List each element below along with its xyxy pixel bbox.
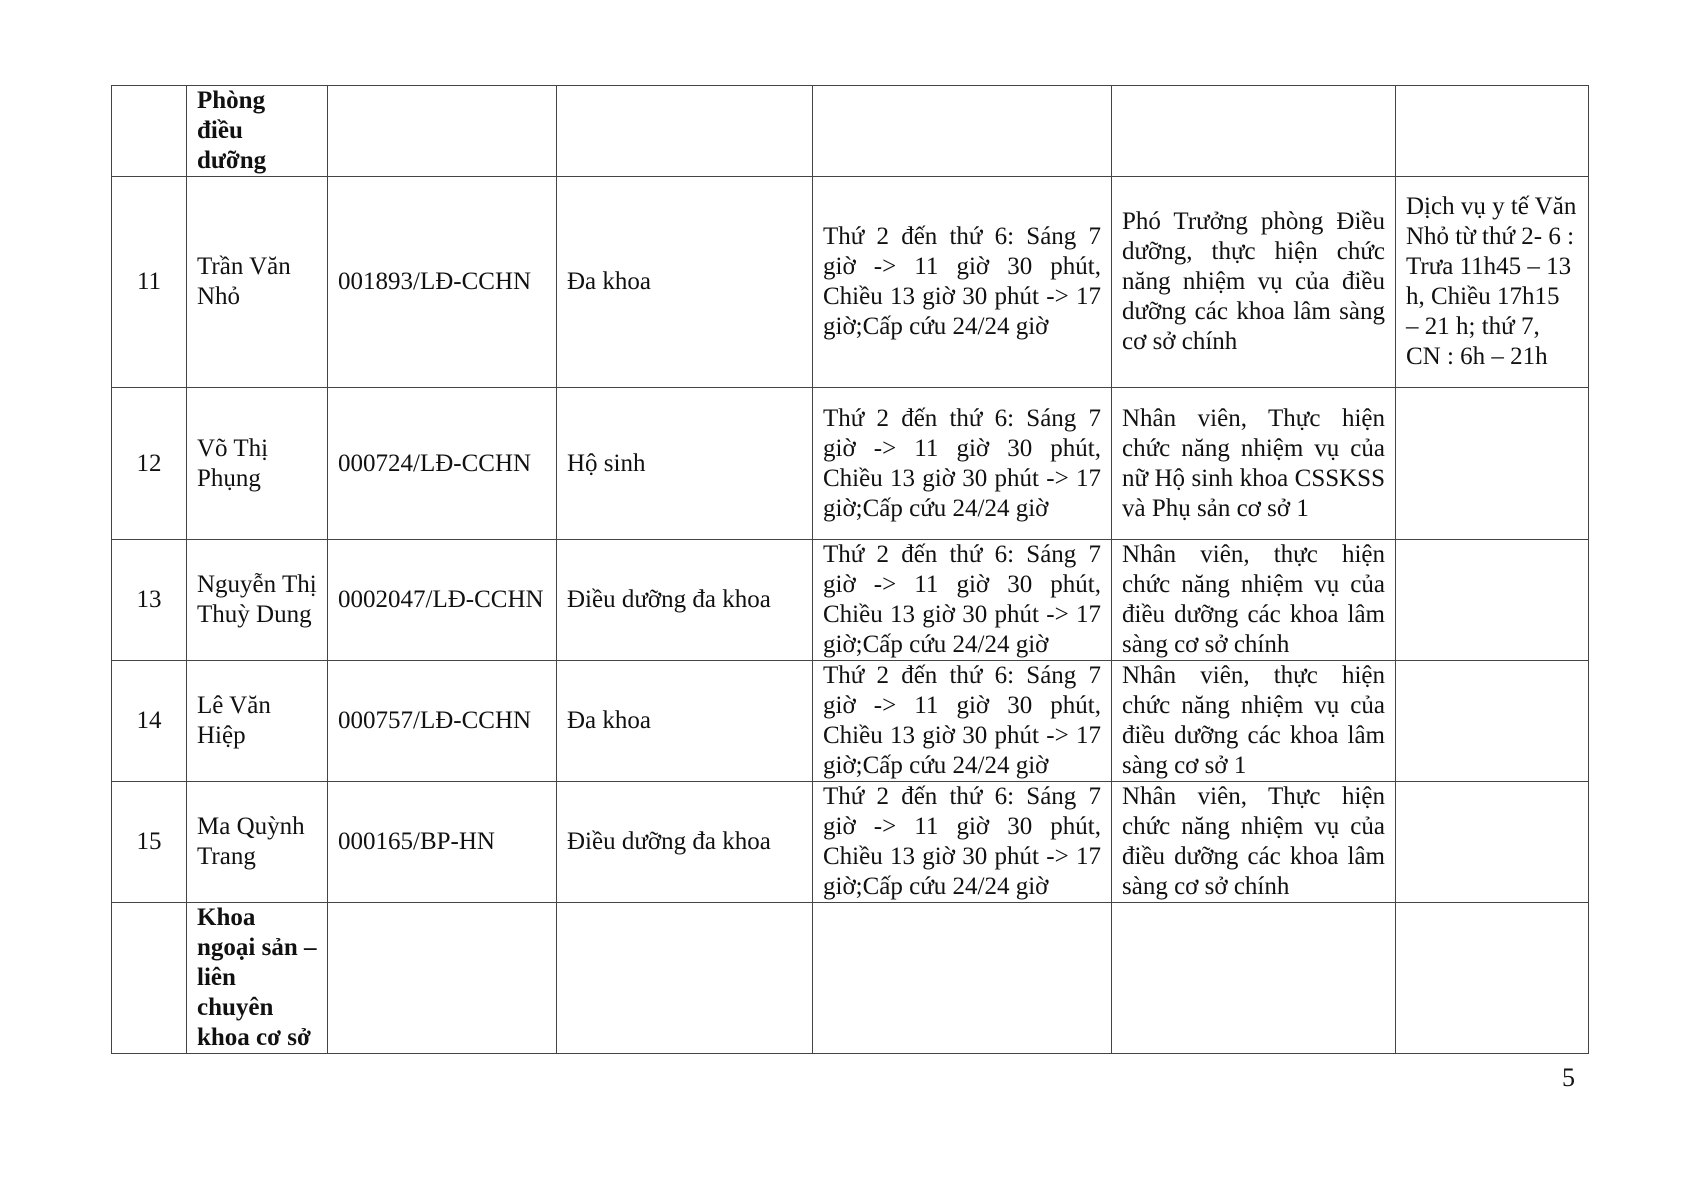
stt-cell: 11 [112, 177, 187, 388]
section-title: Phòng điều dưỡng [187, 86, 328, 177]
stt-cell: 13 [112, 540, 187, 661]
stt-cell: 14 [112, 661, 187, 782]
note-cell [1396, 661, 1589, 782]
section-title: Khoa ngoại sản – liên chuyên khoa cơ sở [187, 903, 328, 1054]
table-row [112, 540, 1589, 661]
section-header-row [112, 903, 1589, 1054]
schedule-cell: Thứ 2 đến thứ 6: Sáng 7 giờ -> 11 giờ 30 phút, Chiều 13 giờ 30 phút -> 17 giờ;Cấp cứu 24/24 giờ [813, 661, 1112, 782]
scope-cell: Điều dưỡng đa khoa [557, 782, 813, 903]
stt-cell [112, 86, 187, 177]
schedule-cell: Thứ 2 đến thứ 6: Sáng 7 giờ -> 11 giờ 30 phút, Chiều 13 giờ 30 phút -> 17 giờ;Cấp cứu 24/24 giờ [813, 177, 1112, 388]
name-cell: Nguyễn Thị Thuỳ Dung [187, 540, 328, 661]
stt-cell [112, 903, 187, 1054]
schedule-cell: Thứ 2 đến thứ 6: Sáng 7 giờ -> 11 giờ 30 phút, Chiều 13 giờ 30 phút -> 17 giờ;Cấp cứu 24/24 giờ [813, 540, 1112, 661]
table-row [112, 661, 1589, 782]
license-cell: 0002047/LĐ-CCHN [328, 540, 557, 661]
name-cell: Ma Quỳnh Trang [187, 782, 328, 903]
position-cell: Nhân viên, Thực hiện chức năng nhiệm vụ của điều dưỡng các khoa lâm sàng cơ sở chính [1112, 782, 1396, 903]
license-cell: 000724/LĐ-CCHN [328, 388, 557, 540]
stt-cell: 15 [112, 782, 187, 903]
scope-cell: Điều dưỡng đa khoa [557, 540, 813, 661]
scope-cell: Đa khoa [557, 661, 813, 782]
name-cell: Lê Văn Hiệp [187, 661, 328, 782]
schedule-cell: Thứ 2 đến thứ 6: Sáng 7 giờ -> 11 giờ 30 phút, Chiều 13 giờ 30 phút -> 17 giờ;Cấp cứu 24/24 giờ [813, 388, 1112, 540]
note-cell [1396, 388, 1589, 540]
position-cell: Nhân viên, Thực hiện chức năng nhiệm vụ của nữ Hộ sinh khoa CSSKSS và Phụ sản cơ sở 1 [1112, 388, 1396, 540]
position-cell: Nhân viên, thực hiện chức năng nhiệm vụ của điều dưỡng các khoa lâm sàng cơ sở 1 [1112, 661, 1396, 782]
name-cell: Võ Thị Phụng [187, 388, 328, 540]
scope-cell: Đa khoa [557, 177, 813, 388]
stt-cell: 12 [112, 388, 187, 540]
note-cell [1396, 782, 1589, 903]
name-cell: Trần Văn Nhỏ [187, 177, 328, 388]
note-cell: Dịch vụ y tế Văn Nhỏ từ thứ 2- 6 : Trưa 11h45 – 13 h, Chiều 17h15 – 21 h; thứ 7, CN : 6h – 21h [1396, 177, 1589, 388]
page-number: 5 [1562, 1063, 1575, 1092]
table-row [112, 177, 1589, 388]
position-cell: Phó Trưởng phòng Điều dưỡng, thực hiện chức năng nhiệm vụ của điều dưỡng các khoa lâm sàng cơ sở chính [1112, 177, 1396, 388]
table-row [112, 388, 1589, 540]
section-header-row [112, 86, 1589, 177]
license-cell: 001893/LĐ-CCHN [328, 177, 557, 388]
license-cell: 000757/LĐ-CCHN [328, 661, 557, 782]
scope-cell: Hộ sinh [557, 388, 813, 540]
note-cell [1396, 540, 1589, 661]
table-row [112, 782, 1589, 903]
schedule-cell: Thứ 2 đến thứ 6: Sáng 7 giờ -> 11 giờ 30 phút, Chiều 13 giờ 30 phút -> 17 giờ;Cấp cứu 24/24 giờ [813, 782, 1112, 903]
position-cell: Nhân viên, thực hiện chức năng nhiệm vụ của điều dưỡng các khoa lâm sàng cơ sở chính [1112, 540, 1396, 661]
license-cell: 000165/BP-HN [328, 782, 557, 903]
staff-table [111, 85, 1589, 1054]
